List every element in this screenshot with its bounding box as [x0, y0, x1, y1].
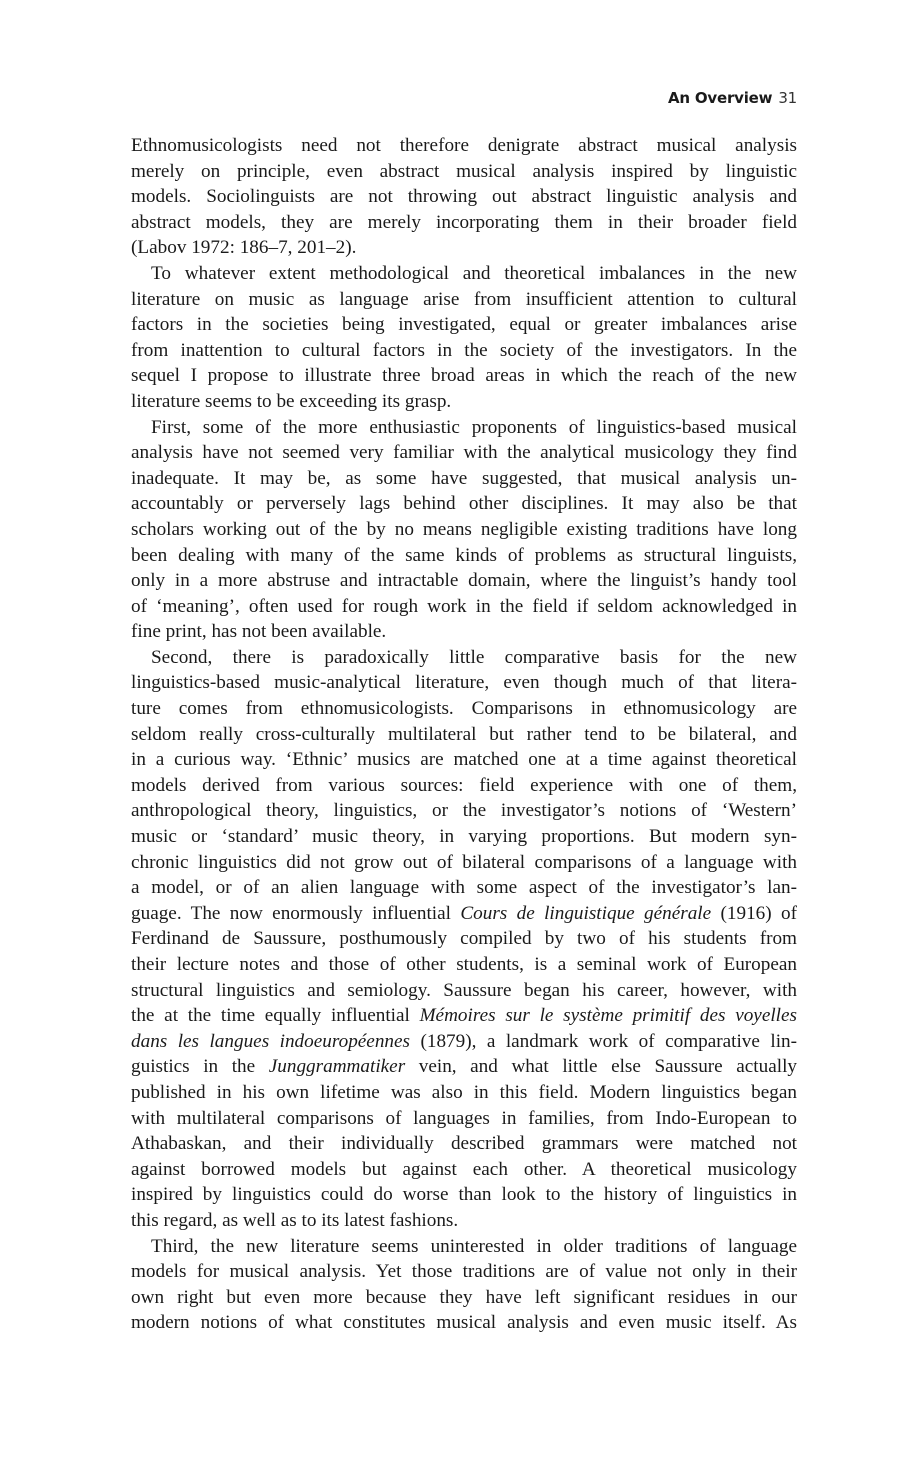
text-line: Second, there is paradoxically little comparative basis for the new [151, 646, 797, 668]
text-line: guage. The now enormously influential Cours de linguistique générale (1916) of [131, 902, 797, 924]
text-line: modern notions of what constitutes musical analysis and even music itself. As [131, 1312, 797, 1334]
text-line: structural linguistics and semiology. Saussure began his career, however, with [131, 979, 797, 1001]
italic-title: dans les langues indoeuropéennes [131, 1030, 410, 1052]
text-line: accountably or perversely lags behind other disciplines. It may also be that [131, 493, 797, 515]
text-line: seldom really cross-culturally multilateral but rather tend to be bilateral, and [131, 723, 797, 745]
text-line: (Labov 1972: 186–7, 201–2). [131, 237, 357, 259]
running-header-title: An Overview [667, 89, 773, 107]
text-line: literature seems to be exceeding its grasp. [131, 390, 452, 412]
text-line: fine print, has not been available. [131, 621, 387, 643]
paragraph [131, 261, 797, 415]
text-line: published in his own lifetime was also in this field. Modern linguistics began [131, 1081, 797, 1103]
text-line: the at the time equally influential Mémoires sur le système primitif des voyelles [131, 1005, 797, 1027]
text-line: against borrowed models but against each other. A theoretical musicology [131, 1158, 797, 1180]
body-text [131, 133, 797, 1336]
text-line: analysis have not seemed very familiar with the analytical musicology they find [131, 442, 797, 464]
text-line: of ‘meaning’, often used for rough work in the field if seldom acknowledged in [131, 595, 797, 617]
paragraph [131, 133, 797, 261]
text-line: literature on music as language arise from insufficient attention to cultural [131, 288, 797, 310]
text-line: models. Sociolinguists are not throwing out abstract linguistic analysis and [131, 186, 797, 208]
text-line: music or ‘standard’ music theory, in varying proportions. But modern syn- [131, 826, 797, 848]
text-line: with multilateral comparisons of languages in families, from Indo-European to [131, 1107, 797, 1129]
italic-title: Junggrammatiker [268, 1056, 406, 1078]
paragraph [131, 1234, 797, 1336]
text-line: guistics in the Junggrammatiker vein, and what little else Saussure actually [131, 1056, 797, 1078]
text-line: To whatever extent methodological and theoretical imbalances in the new [151, 262, 797, 284]
text-line: Ethnomusicologists need not therefore denigrate abstract musical analysis [131, 135, 797, 156]
running-header [668, 89, 797, 107]
italic-title: Mémoires sur le système primitif des voyelles [419, 1005, 797, 1027]
text-line: models for musical analysis. Yet those traditions are of value not only in their [131, 1261, 797, 1283]
text-line: Third, the new literature seems uninterested in older traditions of language [151, 1235, 797, 1257]
text-line: sequel I propose to illustrate three broad areas in which the reach of the new [131, 365, 797, 387]
text-line: inspired by linguistics could do worse than look to the history of linguistics in [131, 1184, 797, 1206]
text-line: dans les langues indoeuropéennes (1879), a landmark work of comparative lin- [131, 1030, 797, 1052]
text-line: chronic linguistics did not grow out of bilateral comparisons of a language with [131, 851, 797, 873]
text-line: from inattention to cultural factors in the society of the investigators. In the [131, 339, 797, 361]
text-line: factors in the societies being investigated, equal or greater imbalances arise [131, 314, 797, 336]
text-line: scholars working out of the by no means negligible existing traditions have long [131, 518, 797, 540]
text-line: ture comes from ethnomusicologists. Comparisons in ethnomusicology are [131, 698, 797, 720]
text-line: abstract models, they are merely incorporating them in their broader field [131, 211, 797, 233]
text-line: linguistics-based music-analytical literature, even though much of that litera- [131, 672, 797, 694]
text-line: Athabaskan, and their individually described grammars were matched not [131, 1133, 797, 1155]
text-line: First, some of the more enthusiastic proponents of linguistics-based musical [151, 416, 797, 438]
text-line: Ferdinand de Saussure, posthumously compiled by two of his students from [131, 928, 797, 950]
text-line: models derived from various sources: field experience with one of them, [131, 774, 797, 796]
text-line: this regard, as well as to its latest fashions. [131, 1209, 459, 1231]
text-line: in a curious way. ‘Ethnic’ musics are matched one at a time against theoretical [131, 749, 797, 771]
paragraph [131, 645, 797, 1234]
text-line: anthropological theory, linguistics, or the investigator’s notions of ‘Western’ [131, 800, 797, 822]
italic-title: Cours de linguistique générale [460, 902, 712, 924]
page-number: 31 [778, 89, 797, 107]
paragraph [131, 415, 797, 645]
text-line: inadequate. It may be, as some have suggested, that musical analysis un- [131, 467, 797, 489]
text-line: their lecture notes and those of other students, is a seminal work of European [131, 954, 797, 975]
text-line: been dealing with many of the same kinds of problems as structural linguists, [131, 544, 797, 566]
text-line: own right but even more because they have left significant residues in our [131, 1286, 797, 1308]
text-line: only in a more abstruse and intractable domain, where the linguist’s handy tool [131, 570, 797, 592]
text-line: merely on principle, even abstract musical analysis inspired by linguistic [131, 160, 797, 182]
text-line: a model, or of an alien language with some aspect of the investigator’s lan- [131, 877, 797, 899]
